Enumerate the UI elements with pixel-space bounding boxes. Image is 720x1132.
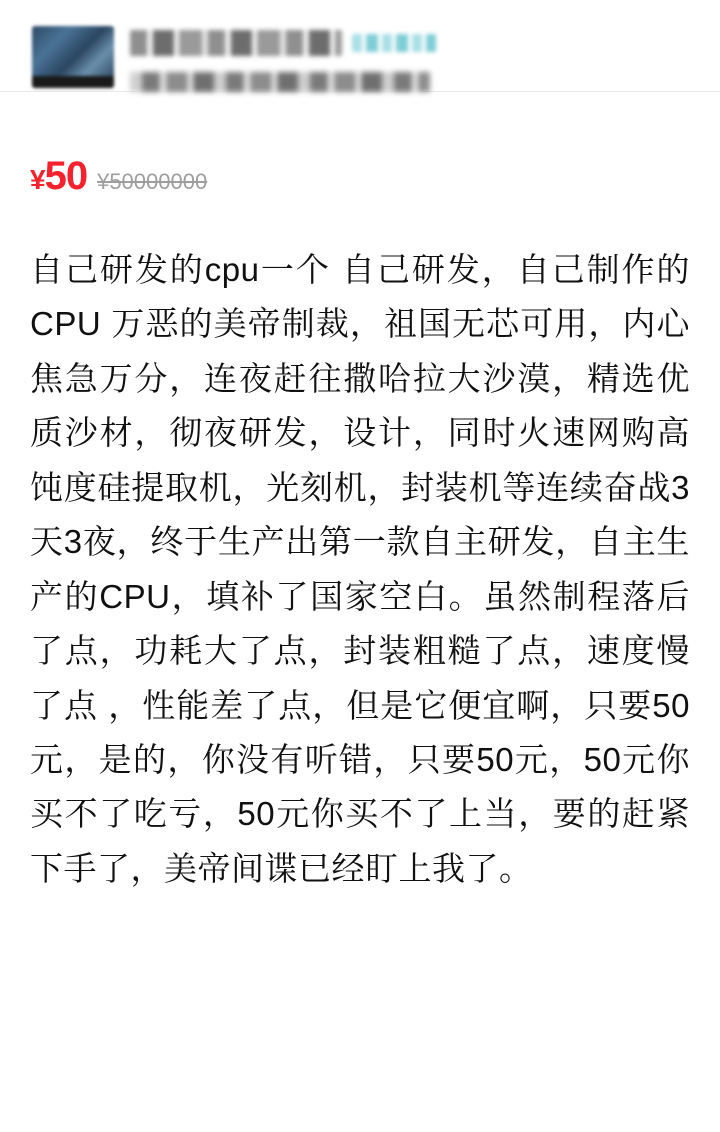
seller-header[interactable] [0,0,720,92]
current-price [30,154,87,199]
current-price-value: 50 [44,154,88,198]
currency-symbol: ¥ [30,164,45,195]
seller-subtitle-redacted [130,72,430,92]
price-row [0,92,720,199]
listing-description: 自己研发的cpu一个 自己研发，自己制作的CPU 万恶的美帝制裁，祖国无芯可用，内心焦急万分，连夜赶往撒哈拉大沙漠，精选优质沙材，彻夜研发，设计，同时火速网购高饨度硅提取机，光刻机，封装机等连续奋战3天3夜，终于生产出第一款自主研发，自主生产的CPU，填补了国家空白。虽然制程落后了点，功耗大了点，封装粗糙了点，速度慢了点 ，性能差了点，但是它便宜啊，只要50元，是的，你没有听错，只要50元，50元你买不了吃亏，50元你买不了上当，要的赶紧下手了，美帝间谍已经盯上我了。 [30,251,690,887]
seller-badge-redacted [352,34,436,52]
original-price: ¥50000000 [97,169,208,194]
avatar[interactable] [32,26,114,88]
seller-name-redacted [130,30,342,56]
